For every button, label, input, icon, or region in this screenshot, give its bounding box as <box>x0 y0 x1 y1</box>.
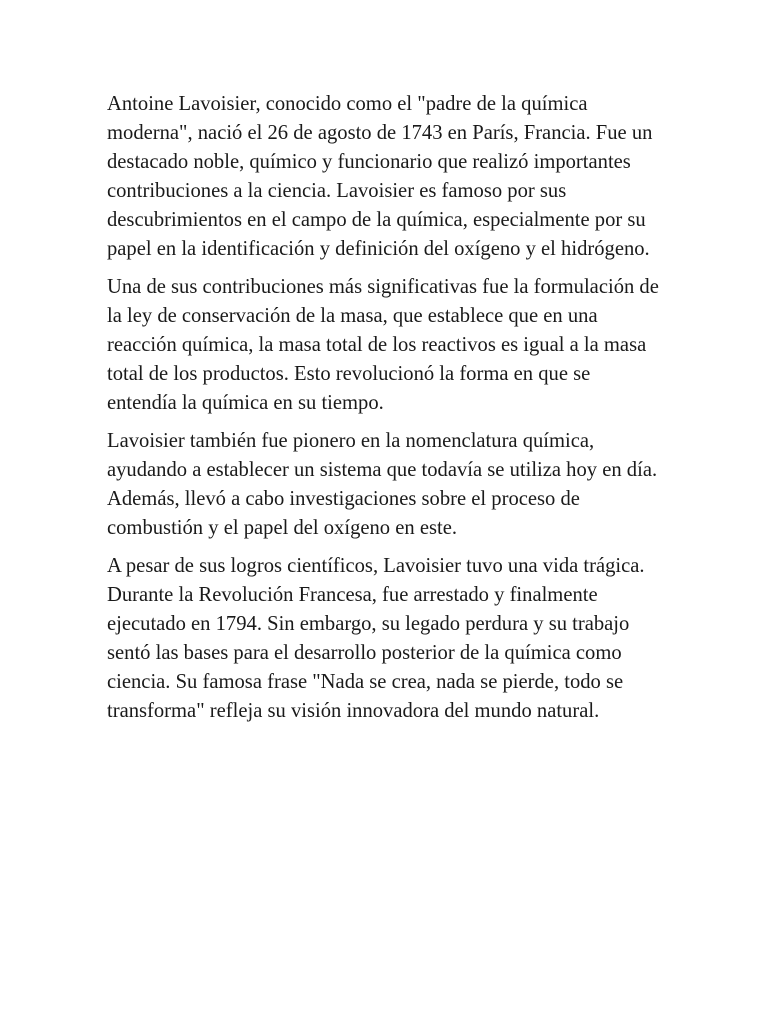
document-body <box>107 90 663 735</box>
paragraph-nomenclature: Lavoisier también fue pionero en la nomenclatura química, ayudando a establecer un sistema que todavía se utiliza hoy en día. Además, llevó a cabo investigaciones sobre el proceso de combustión y el papel del oxígeno en este. <box>107 430 658 539</box>
paragraph-intro: Antoine Lavoisier, conocido como el "padre de la química moderna", nació el 26 de agosto de 1743 en París, Francia. Fue un destacado noble, químico y funcionario que realizó importantes contribuciones a la ciencia. Lavoisier es famoso por sus descubrimientos en el campo de la química, especialmente por su papel en la identificación y definición del oxígeno y el hidrógeno. <box>107 93 653 260</box>
paragraph-legacy: A pesar de sus logros científicos, Lavoisier tuvo una vida trágica. Durante la Revolución Francesa, fue arrestado y finalmente ejecutado en 1794. Sin embargo, su legado perdura y su trabajo sentó las bases para el desarrollo posterior de la química como ciencia. Su famosa frase "Nada se crea, nada se pierde, todo se transforma" refleja su visión innovadora del mundo natural. <box>107 555 645 722</box>
paragraph-conservation-of-mass: Una de sus contribuciones más significativas fue la formulación de la ley de conservación de la masa, que establece que en una reacción química, la masa total de los reactivos es igual a la masa total de los productos. Esto revolucionó la forma en que se entendía la química en su tiempo. <box>107 276 659 414</box>
